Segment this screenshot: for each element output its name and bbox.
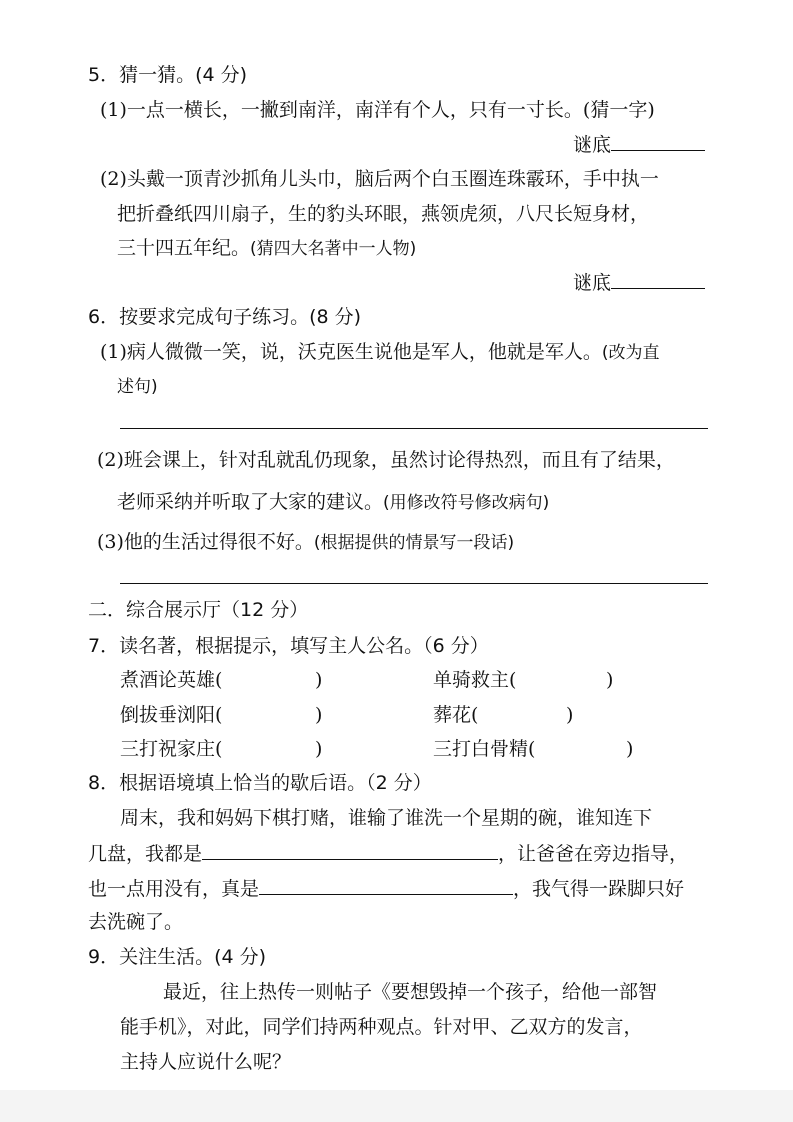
q7-item-2-close: )	[606, 669, 614, 691]
q9-line-2: 能手机》，对此，同学们持两种观点。针对甲、乙双方的发言，	[120, 1016, 643, 1038]
q7-title: 7．读名著，根据提示，填写主人公名。（6 分）	[88, 635, 489, 657]
q8-line-3	[88, 876, 684, 901]
q6-item-2-line-1: (2)班会课上，针对乱就乱仍现象，虽然讨论得热烈，而且有了结果，	[97, 449, 675, 471]
q8-line-2	[88, 841, 688, 866]
instruction-text: (改为直	[601, 343, 660, 363]
q5-answer-1	[573, 132, 705, 157]
q9-title: 9．关注生活。(4 分)	[88, 946, 267, 968]
q7-item-5	[120, 737, 222, 761]
q7-item-5-close: )	[315, 738, 323, 760]
q7-item-4	[433, 703, 478, 727]
q5-riddle-1: (1)一点一横长，一撇到南洋，南洋有个人，只有一寸长。(猜一字)	[100, 99, 655, 121]
item-prompt: 三打白骨精(	[433, 738, 536, 760]
context-text: ，我气得一跺脚只好	[513, 878, 685, 900]
page-bottom-margin	[0, 1090, 793, 1122]
q9-line-1: 最近，往上热传一则帖子《要想毁掉一个孩子，给他一部智	[163, 981, 658, 1003]
q7-item-3-close: )	[315, 704, 323, 726]
q9-line-3: 主持人应说什么呢？	[120, 1051, 292, 1073]
instruction-text: (根据提供的情景写一段话)	[313, 533, 515, 553]
q8-title: 8．根据语境填上恰当的歇后语。（2 分）	[88, 772, 432, 794]
item-prompt: 倒拔垂浏阳(	[120, 704, 223, 726]
riddle-text: 三十四五年纪。	[117, 237, 251, 259]
q5-riddle-2-line-3	[117, 236, 416, 261]
context-text: 也一点用没有，真是	[88, 878, 260, 900]
context-text: ，让爸爸在旁边指导，	[498, 843, 689, 865]
answer-line-2[interactable]	[120, 583, 708, 584]
instruction-text: (用修改符号修改病句)	[383, 493, 550, 513]
riddle-hint: (猜四大名著中一人物)	[250, 239, 417, 259]
answer-label: 谜底	[573, 134, 612, 156]
context-text: 几盘，我都是	[88, 843, 203, 865]
idiom-blank-2[interactable]	[259, 876, 513, 895]
sentence-text: 老师采纳并听取了大家的建议。	[117, 491, 384, 513]
sentence-text: (3)他的生活过得很不好。	[97, 531, 314, 553]
idiom-blank-1[interactable]	[202, 841, 498, 860]
q5-answer-2	[573, 270, 705, 295]
answer-label: 谜底	[573, 272, 612, 294]
q6-item-1-line-1	[100, 340, 660, 365]
q7-item-2	[433, 668, 516, 692]
item-prompt: 葬花(	[433, 704, 479, 726]
q6-item-2-line-2	[117, 490, 549, 515]
q7-item-6	[433, 737, 535, 761]
q5-riddle-2-line-1: (2)头戴一顶青沙抓角儿头巾，脑后两个白玉圈连珠霰环，手中执一	[100, 168, 659, 190]
q5-title: 5．猜一猜。(4 分)	[88, 64, 248, 86]
q7-item-3	[120, 703, 222, 727]
q8-line-1: 周末，我和妈妈下棋打赌，谁输了谁洗一个星期的碗，谁知连下	[120, 807, 653, 829]
q7-item-1-close: )	[315, 669, 323, 691]
item-prompt: 单骑救主(	[433, 669, 517, 691]
q8-line-4: 去洗碗了。	[88, 911, 184, 933]
item-prompt: 煮酒论英雄(	[120, 669, 223, 691]
answer-line-1[interactable]	[120, 428, 708, 429]
q7-item-1	[120, 668, 222, 692]
answer-blank-2[interactable]	[611, 270, 705, 289]
q7-item-6-close: )	[626, 738, 634, 760]
q6-item-1-line-2: 述句)	[117, 377, 158, 397]
q6-item-3	[97, 530, 514, 555]
item-prompt: 三打祝家庄(	[120, 738, 223, 760]
q5-riddle-2-line-2: 把折叠纸四川扇子，生的豹头环眼，燕领虎须，八尺长短身材，	[117, 203, 650, 225]
answer-blank-1[interactable]	[611, 132, 705, 151]
sentence-text: (1)病人微微一笑，说，沃克医生说他是军人，他就是军人。	[100, 341, 602, 363]
q6-title: 6．按要求完成句子练习。(8 分)	[88, 306, 362, 328]
section-2-title: 二．综合展示厅（12 分）	[88, 599, 309, 621]
q7-item-4-close: )	[566, 704, 574, 726]
